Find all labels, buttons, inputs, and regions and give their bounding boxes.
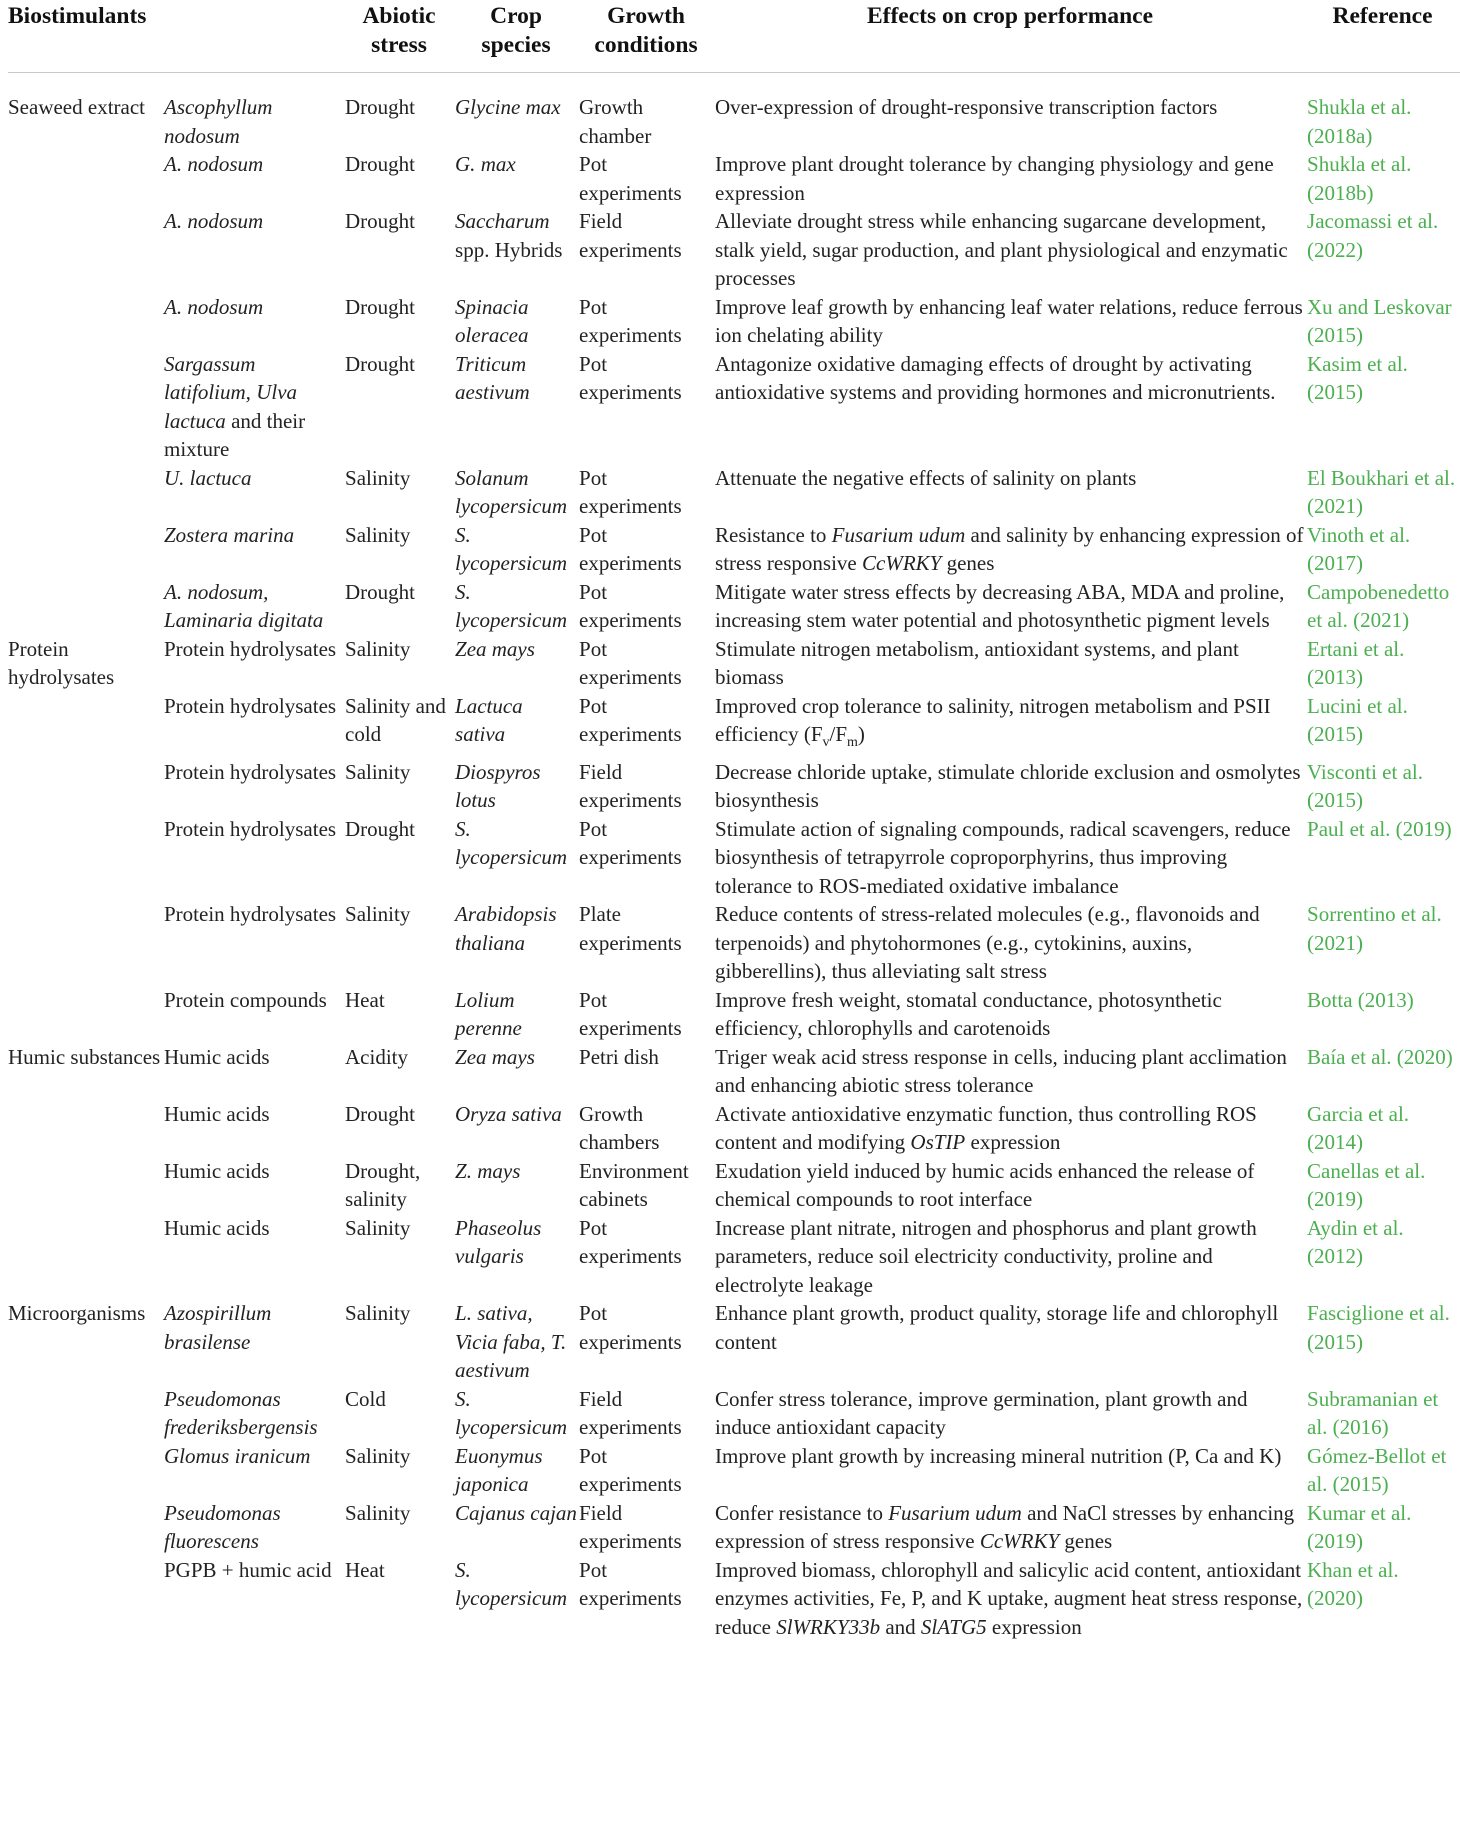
growth-conditions: Plate experiments (579, 902, 682, 955)
growth-conditions: Growth chambers (579, 1101, 660, 1155)
biostimulant-group (8, 758, 164, 815)
biostimulant-group (8, 464, 164, 521)
growth-conditions: Pot experiments (579, 816, 682, 870)
biostimulants-table (8, 0, 1460, 1645)
table-row (8, 464, 1460, 521)
biostimulant-agent: Protein hydrolysates (164, 636, 337, 661)
crop-species: Arabidopsis thaliana (455, 902, 557, 955)
crop-effect: Attenuate the negative effects of salinity on plants (715, 465, 1137, 490)
abiotic-stress: Salinity (345, 759, 411, 784)
biostimulant-agent: Sargassum latifolium, Ulva lactuca and their mixture (164, 351, 306, 461)
biostimulant-agent: A. nodosum (164, 294, 264, 319)
crop-effect: Resistance to Fusarium udum and salinity by enhancing expression of stress responsive CcWRKY genes (715, 522, 1304, 575)
table-row (8, 578, 1460, 635)
reference-link[interactable]: Xu and Leskovar (2015) (1307, 294, 1452, 347)
abiotic-stress: Heat (345, 987, 385, 1012)
table-row (8, 1043, 1460, 1100)
abiotic-stress: Salinity and cold (345, 693, 446, 746)
growth-conditions: Pot experiments (579, 1443, 682, 1497)
reference-link[interactable]: Vinoth et al. (2017) (1307, 522, 1411, 575)
biostimulant-agent: Protein hydrolysates (164, 816, 337, 841)
crop-effect: Decrease chloride uptake, stimulate chloride exclusion and osmolytes biosynthesis (715, 759, 1301, 813)
abiotic-stress: Salinity (345, 1500, 411, 1525)
growth-conditions: Pot experiments (579, 1215, 682, 1269)
crop-species: Oryza sativa (455, 1101, 562, 1126)
reference-link[interactable]: Aydin et al. (2012) (1307, 1215, 1404, 1269)
abiotic-stress: Cold (345, 1386, 386, 1411)
biostimulant-agent: Protein compounds (164, 987, 327, 1012)
table-row (8, 207, 1460, 293)
crop-effect: Over-expression of drought-responsive transcription factors (715, 95, 1218, 119)
reference-link[interactable]: Garcia et al. (2014) (1307, 1101, 1410, 1155)
reference-link[interactable]: Shukla et al. (2018a) (1307, 95, 1412, 148)
abiotic-stress: Salinity (345, 465, 411, 490)
biostimulant-agent: A. nodosum (164, 209, 264, 233)
reference-link[interactable]: Ertani et al. (2013) (1307, 636, 1405, 689)
biostimulant-group (8, 986, 164, 1043)
crop-species: Diospyros lotus (455, 759, 541, 813)
biostimulant-group (8, 692, 164, 758)
abiotic-stress: Drought (345, 816, 416, 841)
biostimulant-group (8, 1385, 164, 1442)
growth-conditions: Pot experiments (579, 522, 682, 575)
reference-link[interactable]: Fasciglione et al. (2015) (1307, 1301, 1450, 1354)
crop-effect: Improve fresh weight, stomatal conductance, photosynthetic efficiency, chlorophylls and carotenoids (715, 987, 1222, 1041)
crop-effect: Improve plant growth by increasing mineral nutrition (P, Ca and K) (715, 1443, 1282, 1468)
biostimulant-agent: Protein hydrolysates (164, 902, 337, 927)
header-row (8, 0, 1460, 73)
crop-effect: Improve leaf growth by enhancing leaf water relations, reduce ferrous ion chelating ability (715, 294, 1303, 347)
crop-effect: Stimulate action of signaling compounds, radical scavengers, reduce biosynthesis of tetrapyrrole coproporphyrins, thus improving tolerance to ROS-mediated oxidative imbalance (715, 816, 1291, 898)
table-row (8, 758, 1460, 815)
reference-link[interactable]: Subramanian et al. (2016) (1307, 1386, 1439, 1440)
crop-effect: Antagonize oxidative damaging effects of drought by activating antioxidative systems and providing hormones and micronutrients. (715, 351, 1276, 404)
header-abiotic-stress: Abiotic stress (345, 0, 455, 73)
growth-conditions: Pot experiments (579, 294, 682, 347)
reference-link[interactable]: Kumar et al. (2019) (1307, 1500, 1412, 1554)
table-row (8, 350, 1460, 464)
biostimulant-group (8, 900, 164, 986)
biostimulant-group (8, 293, 164, 350)
crop-species: Phaseolus vulgaris (455, 1215, 542, 1269)
biostimulant-group: Protein hydrolysates (8, 636, 115, 689)
biostimulant-group (8, 350, 164, 464)
growth-conditions: Pot experiments (579, 351, 682, 404)
table-row (8, 1100, 1460, 1157)
crop-effect: Improved biomass, chlorophyll and salicylic acid content, antioxidant enzymes activities, Fe, P, and K uptake, augment heat stress response, reduce SlWRKY33b and SlATG5 expression (715, 1557, 1303, 1639)
biostimulant-group (8, 1556, 164, 1646)
biostimulant-group (8, 815, 164, 901)
crop-effect: Alleviate drought stress while enhancing sugarcane development, stalk yield, sugar production, and plant physiological and enzymatic processes (715, 209, 1288, 290)
biostimulant-group (8, 150, 164, 207)
biostimulant-group: Microorganisms (8, 1301, 146, 1326)
abiotic-stress: Salinity (345, 902, 411, 927)
biostimulant-agent: U. lactuca (164, 465, 252, 490)
reference-link[interactable]: Botta (2013) (1307, 987, 1414, 1012)
biostimulant-group: Seaweed extract (8, 95, 146, 119)
abiotic-stress: Salinity (345, 1215, 411, 1240)
biostimulant-agent: Pseudomonas frederiksbergensis (164, 1386, 318, 1440)
reference-link[interactable]: Gómez-Bellot et al. (2015) (1307, 1443, 1447, 1497)
reference-link[interactable]: Khan et al. (2020) (1307, 1557, 1399, 1611)
table-row (8, 1157, 1460, 1214)
abiotic-stress: Salinity (345, 1443, 411, 1468)
abiotic-stress: Drought (345, 152, 416, 176)
abiotic-stress: Drought, salinity (345, 1158, 421, 1212)
crop-effect: Increase plant nitrate, nitrogen and phosphorus and plant growth parameters, reduce soil electricity conductivity, proline and electrolyte leakage (715, 1215, 1257, 1297)
reference-link[interactable]: Kasim et al. (2015) (1307, 351, 1408, 404)
growth-conditions: Pot experiments (579, 693, 682, 746)
growth-conditions: Pot experiments (579, 465, 682, 518)
biostimulant-group (8, 1100, 164, 1157)
crop-effect: Triger weak acid stress response in cells, inducing plant acclimation and enhancing abiotic stress tolerance (715, 1044, 1287, 1098)
growth-conditions: Pot experiments (579, 987, 682, 1041)
header-reference: Reference (1307, 0, 1460, 73)
crop-species: L. sativa, Vicia faba, T. aestivum (455, 1301, 567, 1383)
header-crop-species: Crop species (455, 0, 579, 73)
reference-link[interactable]: El Boukhari et al. (2021) (1307, 465, 1456, 518)
reference-link[interactable]: Canellas et al. (2019) (1307, 1158, 1426, 1212)
biostimulant-agent: Humic acids (164, 1101, 270, 1126)
biostimulant-agent: PGPB + humic acid (164, 1557, 332, 1582)
biostimulant-agent: Ascophyllum nodosum (164, 95, 273, 148)
crop-species: Zea mays (455, 1044, 535, 1069)
table-row (8, 1214, 1460, 1300)
abiotic-stress: Drought (345, 95, 416, 119)
table-row (8, 1499, 1460, 1556)
growth-conditions: Field experiments (579, 1386, 682, 1440)
biostimulant-agent: A. nodosum, Laminaria digitata (164, 579, 324, 632)
crop-species: S. lycopersicum (455, 1386, 567, 1440)
biostimulant-group (8, 207, 164, 293)
growth-conditions: Pot experiments (579, 636, 682, 689)
table-row (8, 293, 1460, 350)
abiotic-stress: Drought (345, 294, 416, 319)
reference-link[interactable]: Lucini et al. (2015) (1307, 693, 1408, 746)
crop-species: G. max (455, 152, 516, 176)
reference-link[interactable]: Jacomassi et al. (2022) (1307, 209, 1439, 262)
crop-species: Lolium perenne (455, 987, 522, 1041)
reference-link[interactable]: Paul et al. (2019) (1307, 816, 1452, 841)
reference-link[interactable]: Sorrentino et al. (2021) (1307, 902, 1442, 955)
crop-effect: Mitigate water stress effects by decreasing ABA, MDA and proline, increasing stem water potential and photosynthetic pigment levels (715, 579, 1285, 632)
biostimulant-agent: Pseudomonas fluorescens (164, 1500, 281, 1554)
crop-effect: Enhance plant growth, product quality, storage life and chlorophyll content (715, 1301, 1279, 1354)
table-row (8, 150, 1460, 207)
table-row (8, 1299, 1460, 1385)
growth-conditions: Field experiments (579, 209, 682, 262)
growth-conditions: Pot experiments (579, 579, 682, 632)
reference-link[interactable]: Visconti et al. (2015) (1307, 759, 1423, 813)
biostimulant-agent: Azospirillum brasilense (164, 1301, 272, 1354)
biostimulant-agent: Protein hydrolysates (164, 693, 337, 718)
crop-species: Cajanus cajan (455, 1500, 577, 1525)
crop-species: Lactuca sativa (455, 693, 523, 746)
abiotic-stress: Salinity (345, 1301, 411, 1326)
table-row (8, 815, 1460, 901)
biostimulant-group (8, 521, 164, 578)
crop-species: Z. mays (455, 1158, 521, 1183)
header-growth-conditions: Growth conditions (579, 0, 715, 73)
crop-effect: Confer resistance to Fusarium udum and NaCl stresses by enhancing expression of stress responsive CcWRKY genes (715, 1500, 1295, 1554)
growth-conditions: Pot experiments (579, 1557, 682, 1611)
abiotic-stress: Acidity (345, 1044, 409, 1069)
growth-conditions: Growth chamber (579, 95, 652, 148)
abiotic-stress: Salinity (345, 522, 411, 547)
crop-species: Triticum aestivum (455, 351, 530, 404)
biostimulant-group (8, 1442, 164, 1499)
reference-link[interactable]: Baía et al. (2020) (1307, 1044, 1453, 1069)
table-row (8, 692, 1460, 758)
abiotic-stress: Salinity (345, 636, 411, 661)
abiotic-stress: Drought (345, 1101, 416, 1126)
abiotic-stress: Drought (345, 351, 416, 376)
crop-species: S. lycopersicum (455, 1557, 567, 1611)
table-row (8, 521, 1460, 578)
growth-conditions: Petri dish (579, 1044, 659, 1069)
abiotic-stress: Drought (345, 209, 416, 233)
table-row (8, 1556, 1460, 1646)
crop-effect: Reduce contents of stress-related molecules (e.g., flavonoids and terpenoids) and phytohormones (e.g., cytokinins, auxins, gibberellins), thus alleviating salt stress (715, 902, 1260, 984)
biostimulant-agent: Humic acids (164, 1044, 270, 1069)
reference-link[interactable]: Campobenedetto et al. (2021) (1307, 579, 1450, 632)
biostimulant-group (8, 1499, 164, 1556)
crop-effect: Improved crop tolerance to salinity, nitrogen metabolism and PSII efficiency $(F_v/F_m)$ (715, 693, 1271, 751)
abiotic-stress: Drought (345, 579, 416, 604)
reference-link[interactable]: Shukla et al. (2018b) (1307, 152, 1412, 205)
crop-species: Saccharum spp. Hybrids (455, 209, 563, 262)
crop-species: Spinacia oleracea (455, 294, 529, 347)
biostimulant-agent: Protein hydrolysates (164, 759, 337, 784)
biostimulant-agent: Humic acids (164, 1215, 270, 1240)
crop-effect: Activate antioxidative enzymatic function, thus controlling ROS content and modifying OsTIP expression (715, 1101, 1257, 1155)
growth-conditions: Pot experiments (579, 152, 682, 205)
crop-effect: Stimulate nitrogen metabolism, antioxidant systems, and plant biomass (715, 636, 1239, 689)
crop-species: Glycine max (455, 95, 561, 119)
growth-conditions: Pot experiments (579, 1301, 682, 1354)
growth-conditions: Environment cabinets (579, 1158, 689, 1212)
crop-species: Euonymus japonica (455, 1443, 543, 1497)
biostimulant-agent: A. nodosum (164, 152, 264, 176)
table-row (8, 1385, 1460, 1442)
crop-species: Solanum lycopersicum (455, 465, 567, 518)
biostimulant-agent: Zostera marina (164, 522, 295, 547)
table-row (8, 73, 1460, 151)
crop-effect: Confer stress tolerance, improve germination, plant growth and induce antioxidant capacity (715, 1386, 1248, 1440)
biostimulant-group (8, 1214, 164, 1300)
header-effects: Effects on crop performance (715, 0, 1307, 73)
crop-species: Zea mays (455, 636, 535, 661)
biostimulant-agent: Humic acids (164, 1158, 270, 1183)
table-body (8, 73, 1460, 1646)
abiotic-stress: Heat (345, 1557, 385, 1582)
growth-conditions: Field experiments (579, 759, 682, 813)
biostimulant-group: Humic substances (8, 1044, 161, 1069)
crop-effect: Improve plant drought tolerance by changing physiology and gene expression (715, 152, 1274, 205)
header-biostimulants: Biostimulants (8, 0, 345, 73)
table-row (8, 986, 1460, 1043)
crop-effect: Exudation yield induced by humic acids enhanced the release of chemical compounds to root interface (715, 1158, 1255, 1212)
crop-species: S. lycopersicum (455, 522, 567, 575)
crop-species: S. lycopersicum (455, 579, 567, 632)
biostimulant-group (8, 1157, 164, 1214)
biostimulant-agent: Glomus iranicum (164, 1443, 311, 1468)
biostimulant-group (8, 578, 164, 635)
growth-conditions: Field experiments (579, 1500, 682, 1554)
table-row (8, 1442, 1460, 1499)
crop-species: S. lycopersicum (455, 816, 567, 870)
table-row (8, 635, 1460, 692)
table-row (8, 900, 1460, 986)
